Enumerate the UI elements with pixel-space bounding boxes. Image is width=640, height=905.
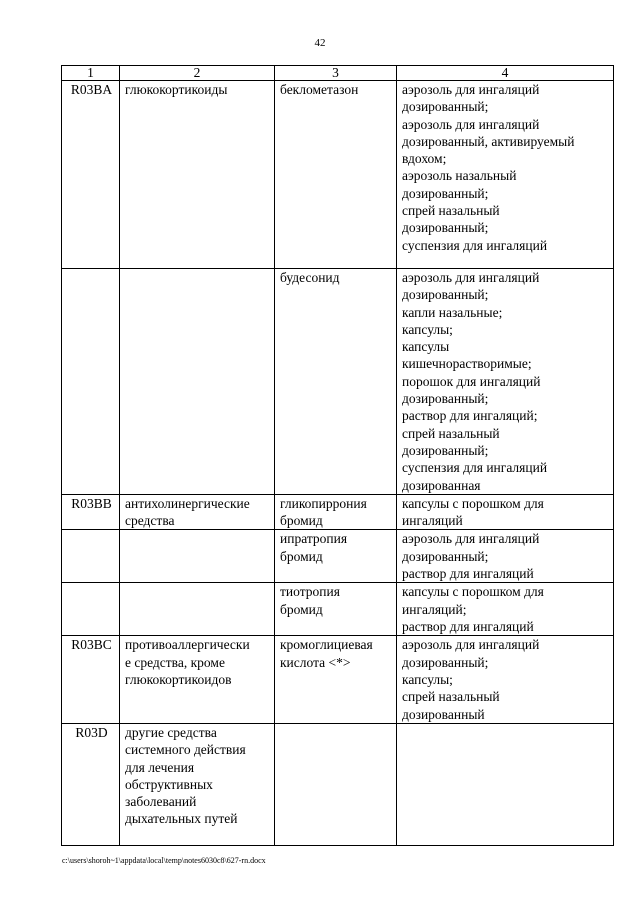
form-line: капсулы с порошком для: [402, 495, 544, 511]
group-line: е средства, кроме: [125, 654, 225, 670]
form-line: раствор для ингаляций: [402, 566, 534, 582]
drug-line: бромид: [280, 513, 323, 529]
form-line: капсулы;: [402, 321, 453, 337]
drug-table: [61, 65, 614, 846]
form-line: ингаляций;: [402, 601, 467, 617]
forms-cell: [397, 269, 614, 495]
table-row: [62, 583, 614, 636]
drug-line: беклометазон: [280, 82, 359, 97]
group-line: системного действия: [125, 742, 246, 758]
form-line: спрей назальный: [402, 425, 500, 441]
form-line: дозированный;: [402, 185, 489, 201]
drug-cell: [275, 269, 397, 495]
forms-cell: [397, 583, 614, 636]
form-line: спрей назальный: [402, 203, 500, 219]
page-number: 42: [314, 37, 326, 49]
form-line: аэрозоль для ингаляций: [402, 531, 540, 547]
atc-code-cell: [62, 269, 120, 495]
table-row: [62, 530, 614, 583]
group-line: противоаллергически: [125, 637, 250, 653]
atc-code-cell: [62, 530, 120, 583]
table-row: [62, 269, 614, 495]
drug-line: гликопиррония: [280, 495, 367, 511]
form-line: дозированный;: [402, 99, 489, 115]
group-line: заболеваний: [125, 794, 197, 810]
atc-code-cell: [62, 583, 120, 636]
form-line: капли назальные;: [402, 304, 503, 320]
group-cell: [120, 636, 275, 723]
table-row: [62, 81, 614, 269]
forms-cell: [397, 530, 614, 583]
drug-cell: [275, 583, 397, 636]
group-line: другие средства: [125, 724, 217, 740]
form-line: аэрозоль для ингаляций: [402, 82, 540, 97]
drug-cell: [275, 530, 397, 583]
table-row: [62, 636, 614, 723]
footer-file-path: c:\users\shoroh~1\appdata\local\temp\notes6030c8\627-rn.docx: [62, 856, 266, 865]
table-body: [62, 81, 614, 846]
drug-cell: [275, 636, 397, 723]
group-line: средства: [125, 513, 175, 529]
table-row: [62, 494, 614, 530]
form-line: аэрозоль для ингаляций: [402, 270, 540, 285]
form-line: дозированный: [402, 706, 485, 722]
drug-line: ипратропия: [280, 531, 348, 547]
form-line: раствор для ингаляций: [402, 619, 534, 635]
drug-cell: [275, 723, 397, 845]
form-line: кишечнорастворимые;: [402, 356, 532, 372]
form-line: суспензия для ингаляций: [402, 237, 548, 253]
group-cell: [120, 81, 275, 269]
form-line: дозированный;: [402, 287, 489, 303]
form-line: капсулы с порошком для: [402, 584, 544, 600]
group-line: глюкокортикоидов: [125, 672, 232, 688]
header-col-3: 3: [275, 66, 397, 81]
drug-cell: [275, 494, 397, 530]
group-cell: [120, 583, 275, 636]
form-line: дозированный;: [402, 548, 489, 564]
form-line: вдохом;: [402, 151, 447, 167]
table-row: [62, 723, 614, 845]
group-line: глюкокортикоиды: [125, 82, 228, 97]
form-line: суспензия для ингаляций: [402, 460, 548, 476]
form-line: аэрозоль для ингаляций: [402, 637, 540, 653]
forms-cell: [397, 723, 614, 845]
form-line: спрей назальный: [402, 689, 500, 705]
group-cell: [120, 530, 275, 583]
forms-cell: [397, 81, 614, 269]
header-col-4: 4: [397, 66, 614, 81]
drug-line: бромид: [280, 548, 323, 564]
group-line: дыхательных путей: [125, 811, 238, 827]
form-line: дозированный;: [402, 220, 489, 236]
form-line: раствор для ингаляций;: [402, 408, 538, 424]
forms-cell: [397, 494, 614, 530]
group-line: антихолинергические: [125, 495, 250, 511]
atc-code-cell: R03BC: [62, 636, 120, 723]
form-line: капсулы;: [402, 672, 453, 688]
form-line: дозированный;: [402, 442, 489, 458]
drug-cell: [275, 81, 397, 269]
form-line: ингаляций: [402, 513, 463, 529]
group-line: обструктивных: [125, 776, 213, 792]
form-line: аэрозоль назальный: [402, 168, 517, 184]
atc-code-cell: R03D: [62, 723, 120, 845]
atc-code-cell: R03BA: [62, 81, 120, 269]
atc-code-cell: R03BB: [62, 494, 120, 530]
drug-line: будесонид: [280, 270, 340, 285]
table-header-row: [62, 66, 614, 81]
form-line: аэрозоль для ингаляций: [402, 116, 540, 132]
group-cell: [120, 723, 275, 845]
form-line: дозированный;: [402, 654, 489, 670]
drug-line: бромид: [280, 601, 323, 617]
drug-line: кислота <*>: [280, 654, 351, 670]
form-line: дозированная: [402, 477, 481, 493]
drug-line: тиотропия: [280, 584, 340, 600]
group-cell: [120, 269, 275, 495]
header-col-1: 1: [62, 66, 120, 81]
group-cell: [120, 494, 275, 530]
form-line: дозированный;: [402, 391, 489, 407]
group-line: для лечения: [125, 759, 195, 775]
form-line: порошок для ингаляций: [402, 373, 541, 389]
header-col-2: 2: [120, 66, 275, 81]
drug-line: кромоглициевая: [280, 637, 373, 653]
forms-cell: [397, 636, 614, 723]
form-line: дозированный, активируемый: [402, 133, 575, 149]
form-line: капсулы: [402, 339, 450, 355]
